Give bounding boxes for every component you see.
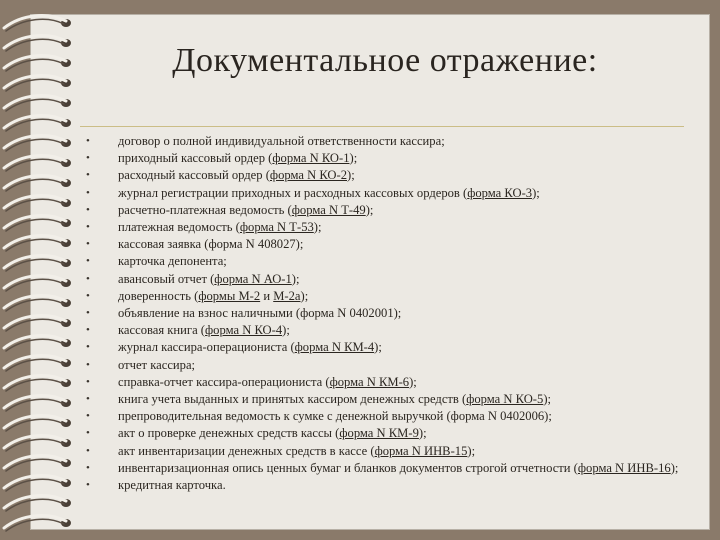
list-item-text: объявление на взнос наличными (форма N 0402001); [118, 306, 402, 321]
list-item-text: ); [543, 392, 552, 407]
list-item-text: ); [532, 185, 540, 200]
list-item-text: ); [409, 374, 417, 389]
binding-ring [4, 136, 71, 151]
list-item [86, 477, 686, 494]
form-link[interactable]: форма N КМ-4 [294, 340, 375, 355]
list-item-text: книга учета выданных и принятых кассиром денежных средств ( [118, 392, 467, 407]
form-link[interactable]: форма N Т-49 [291, 202, 366, 217]
list-item-text: препроводительная ведомость к сумке с денежной выручкой (форма N 0402006); [118, 409, 552, 424]
list-item [86, 339, 686, 356]
bullet-icon: • [86, 255, 90, 268]
bullet-icon: • [86, 221, 90, 234]
list-item-text: журнал регистрации приходных и расходных кассовых ордеров ( [118, 185, 468, 200]
bullet-icon: • [86, 427, 90, 440]
list-item-text: договор о полной индивидуальной ответственности кассира; [118, 134, 445, 148]
binding-ring [4, 516, 71, 531]
list-item [86, 322, 686, 339]
bullet-icon: • [86, 358, 90, 371]
binding-ring [4, 56, 71, 71]
form-link[interactable]: форма N КО-1 [272, 151, 350, 166]
bullet-icon: • [86, 203, 90, 216]
bullet-icon: • [86, 324, 90, 337]
list-item-text: платежная ведомость ( [118, 220, 240, 235]
list-item [86, 305, 686, 322]
list-item-text: и [260, 288, 274, 303]
list-item [86, 185, 686, 202]
list-item [86, 133, 686, 150]
list-item-text: ); [300, 288, 309, 303]
list-item [86, 253, 686, 270]
list-item-text: расчетно-платежная ведомость ( [118, 202, 292, 217]
list-item [86, 236, 686, 253]
binding-ring [4, 196, 71, 211]
bullet-icon: • [86, 444, 90, 457]
list-item-text: ); [418, 426, 427, 441]
binding-ring [4, 316, 71, 331]
list-item [86, 443, 686, 460]
list-item-text: ); [313, 220, 322, 235]
form-link[interactable]: форма N КО-5 [466, 392, 544, 407]
bullet-icon: • [86, 169, 90, 182]
list-item-text: журнал кассира-операциониста ( [118, 340, 295, 355]
list-item-text: кассовая книга ( [118, 323, 206, 338]
bullet-icon: • [86, 410, 90, 423]
form-link[interactable]: формы М-2 [198, 288, 261, 303]
binding-ring [4, 96, 71, 111]
list-item [86, 167, 686, 184]
binding-ring [4, 396, 71, 411]
binding-ring [4, 156, 71, 171]
binding-ring [4, 496, 71, 511]
document-list [86, 133, 686, 494]
bullet-icon: • [86, 461, 90, 474]
list-item-text: инвентаризационная опись ценных бумаг и бланков документов строгой отчетности ( [118, 460, 578, 475]
form-link[interactable]: форма N КО-4 [205, 323, 283, 338]
list-item-text: авансовый отчет ( [118, 271, 215, 286]
binding-ring [4, 16, 71, 31]
form-link[interactable]: форма N ИНВ-16 [577, 460, 671, 475]
bullet-icon: • [86, 375, 90, 388]
list-item [86, 288, 686, 305]
list-item [86, 408, 686, 425]
binding-ring [4, 376, 71, 391]
binding-ring [4, 256, 71, 271]
binding-ring [4, 476, 71, 491]
list-item-text: приходный кассовый ордер ( [118, 151, 273, 166]
list-item [86, 391, 686, 408]
bullet-icon: • [86, 307, 90, 320]
binding-ring [4, 336, 71, 351]
list-item-text: ); [282, 323, 290, 338]
list-item-text: акт инвентаризации денежных средств в кассе ( [118, 443, 375, 458]
list-item-text: кредитная карточка. [118, 478, 226, 493]
form-link[interactable]: форма N Т-53 [239, 220, 314, 235]
binding-ring [4, 356, 71, 371]
binding-ring [4, 36, 71, 51]
form-link[interactable]: форма N ИНВ-15 [374, 443, 468, 458]
bullet-icon: • [86, 393, 90, 406]
list-item-text: карточка депонента; [118, 254, 227, 269]
binding-ring [4, 176, 71, 191]
bullet-icon: • [86, 289, 90, 302]
form-link[interactable]: форма N КМ-6 [329, 374, 410, 389]
bullet-icon: • [86, 479, 90, 492]
bullet-icon: • [86, 341, 90, 354]
bullet-icon: • [86, 238, 90, 251]
list-item-text: отчет кассира; [118, 357, 196, 372]
list-item [86, 460, 686, 477]
list-item-text: ); [365, 202, 374, 217]
binding-ring [4, 216, 71, 231]
bullet-icon: • [86, 272, 90, 285]
list-item [86, 219, 686, 236]
binding-ring [4, 116, 71, 131]
form-link[interactable]: форма N КМ-9 [339, 426, 419, 441]
title-divider [80, 126, 684, 127]
list-item-text: ); [670, 460, 679, 475]
list-item-text: ); [347, 168, 355, 183]
list-item [86, 374, 686, 391]
list-item-text: расходный кассовый ордер ( [118, 168, 270, 183]
form-link[interactable]: форма N КО-2 [269, 168, 348, 183]
list-item-text: ); [467, 443, 476, 458]
binding-ring [4, 416, 71, 431]
form-link[interactable]: форма N АО-1 [214, 271, 292, 286]
bullet-icon: • [86, 135, 90, 147]
bullet-icon: • [86, 152, 90, 165]
list-item-text: акт о проверке денежных средств кассы ( [118, 426, 340, 441]
form-link[interactable]: форма КО-3 [467, 185, 533, 200]
list-item-text: доверенность ( [118, 288, 199, 303]
list-item [86, 357, 686, 374]
spiral-binding-icon [0, 0, 85, 540]
list-item-text: ); [349, 151, 358, 166]
list-item [86, 202, 686, 219]
binding-ring [4, 456, 71, 471]
list-item-text: ); [374, 340, 382, 355]
list-item [86, 271, 686, 288]
binding-ring [4, 236, 71, 251]
binding-ring [4, 436, 71, 451]
binding-ring [4, 296, 71, 311]
binding-ring [4, 76, 71, 91]
list-item-text: кассовая заявка (форма N 408027); [118, 237, 304, 252]
form-link[interactable]: М-2а [273, 288, 301, 303]
list-item [86, 150, 686, 167]
binding-ring [4, 276, 71, 291]
list-item-text: ); [291, 271, 300, 286]
list-item-text: справка-отчет кассира-операциониста ( [118, 374, 330, 389]
list-item [86, 425, 686, 442]
bullet-icon: • [86, 186, 90, 199]
page-title: Документальное отражение: [172, 42, 598, 79]
